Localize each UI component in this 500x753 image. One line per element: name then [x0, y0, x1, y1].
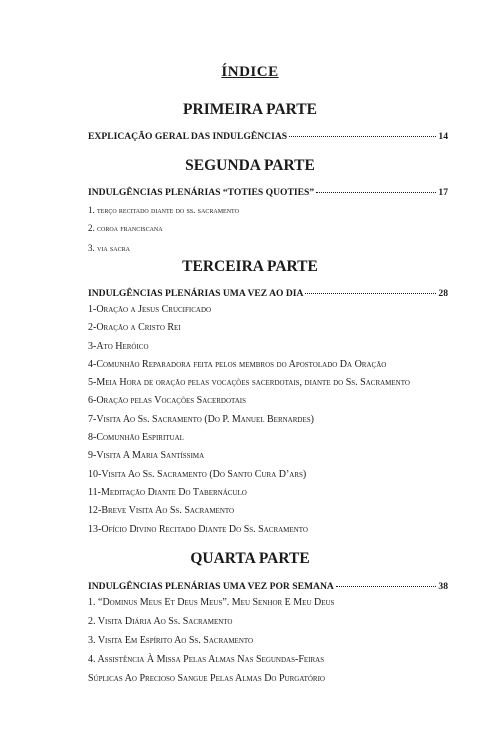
toc-page-number: 17 — [438, 187, 448, 198]
list-item: 8-Comunhão Espiritual — [88, 432, 184, 444]
toc-section-label: INDULGÊNCIAS PLENÁRIAS “TOTIES QUOTIES” — [88, 187, 315, 198]
list-item: 7-Visita Ao Ss. Sacramento (Do P. Manuel Bernardes) — [88, 413, 314, 425]
toc-section-label: EXPLICAÇÃO GERAL DAS INDULGÊNCIAS — [88, 131, 288, 142]
list-item: 4. Assistência À Missa Pelas Almas Nas Segundas-Feiras — [88, 654, 325, 665]
entry-list-segunda — [88, 205, 478, 253]
list-item: 11-Meditação Diante Do Tabernáculo — [88, 486, 247, 498]
dot-leader — [336, 586, 437, 587]
part-title-terceira: TERCEIRA PARTE — [182, 258, 318, 275]
dot-leader — [316, 192, 436, 193]
toc-section-toties-quoties — [88, 187, 448, 198]
toc-section-uma-vez-por-semana — [88, 581, 448, 592]
list-item: Súplicas Ao Precioso Sangue Pelas Almas Do Purgatório — [88, 673, 325, 684]
toc-page-number: 38 — [438, 581, 448, 592]
list-item: 3-Ato Heróico — [88, 340, 149, 352]
list-item: 5-Meia Hora de oração pelas vocações sacerdotais, diante do Ss. Sacramento — [88, 377, 410, 389]
toc-section-explicacao — [88, 131, 448, 142]
toc-page-number: 28 — [438, 288, 448, 299]
dot-leader — [305, 293, 436, 294]
toc-section-uma-vez-ao-dia — [88, 288, 448, 299]
list-item: 1-Oração a Jesus Crucificado — [88, 304, 212, 315]
list-item: 3. Visita Em Espírito Ao Ss. Sacramento — [88, 635, 254, 646]
list-item: 3. via sacra — [88, 243, 130, 253]
dot-leader — [289, 136, 436, 137]
entry-list-quarta — [88, 598, 478, 684]
list-item: 1. terço recitado diante do ss. sacramento — [88, 205, 239, 215]
part-title-segunda: SEGUNDA PARTE — [185, 157, 315, 174]
index-title: ÍNDICE — [221, 64, 279, 80]
list-item: 4-Comunhão Reparadora feita pelos membros do Apostolado Da Oração — [88, 358, 387, 370]
list-item: 12-Breve Visita Ao Ss. Sacramento — [88, 505, 235, 517]
list-item: 2. Visita Diária Ao Ss. Sacramento — [88, 616, 233, 627]
list-item: 2-Oração a Cristo Rei — [88, 322, 181, 334]
list-item: 9-Visita A Maria Santíssima — [88, 450, 205, 462]
list-item: 13-Ofício Divino Recitado Diante Do Ss. Sacramento — [88, 523, 308, 535]
list-item: 1. “Dominus Meus Et Deus Meus”. Meu Senhor E Meu Deus — [88, 597, 335, 608]
toc-section-label: INDULGÊNCIAS PLENÁRIAS UMA VEZ POR SEMANA — [88, 581, 334, 592]
toc-section-label: INDULGÊNCIAS PLENÁRIAS UMA VEZ AO DIA — [88, 288, 304, 299]
toc-page-number: 14 — [438, 131, 448, 142]
list-item: 10-Visita Ao Ss. Sacramento (Do Santo Cura D’ars) — [88, 468, 307, 480]
list-item: 6-Oração pelas Vocações Sacerdotais — [88, 395, 246, 407]
part-title-primeira: PRIMEIRA PARTE — [183, 101, 317, 118]
entry-list-terceira — [88, 305, 478, 535]
list-item: 2. coroa franciscana — [88, 223, 163, 233]
part-title-quarta: QUARTA PARTE — [190, 550, 310, 567]
